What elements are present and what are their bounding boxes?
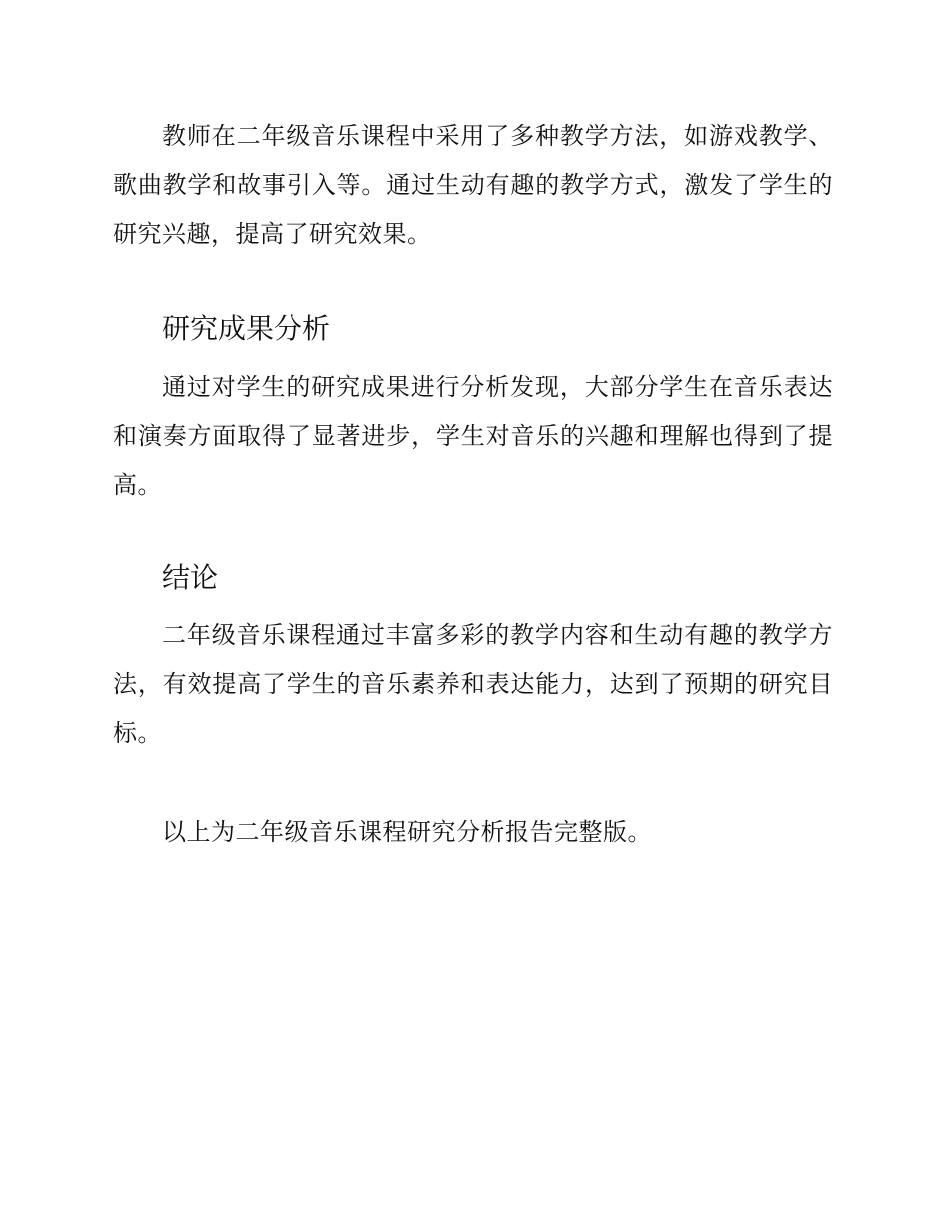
- closing-paragraph: 以上为二年级音乐课程研究分析报告完整版。: [162, 818, 652, 846]
- results-section: [113, 309, 833, 349]
- closing-section: [113, 808, 833, 857]
- methods-paragraph: 教师在二年级音乐课程中采用了多种教学方法，如游戏教学、歌曲教学和故事引入等。通过生动有趣的教学方式，激发了学生的研究兴趣，提高了研究效果。: [113, 122, 833, 248]
- conclusion-paragraph: 二年级音乐课程通过丰富多彩的教学内容和生动有趣的教学方法，有效提高了学生的音乐素养和表达能力，达到了预期的研究目标。: [113, 621, 833, 747]
- results-body: [113, 363, 833, 510]
- conclusion-section: [113, 558, 833, 598]
- conclusion-heading: 结论: [162, 561, 219, 594]
- methods-section: [113, 112, 833, 259]
- results-paragraph: 通过对学生的研究成果进行分析发现，大部分学生在音乐表达和演奏方面取得了显著进步，学生对音乐的兴趣和理解也得到了提高。: [113, 373, 833, 499]
- conclusion-body: [113, 611, 833, 758]
- results-heading: 研究成果分析: [162, 312, 331, 345]
